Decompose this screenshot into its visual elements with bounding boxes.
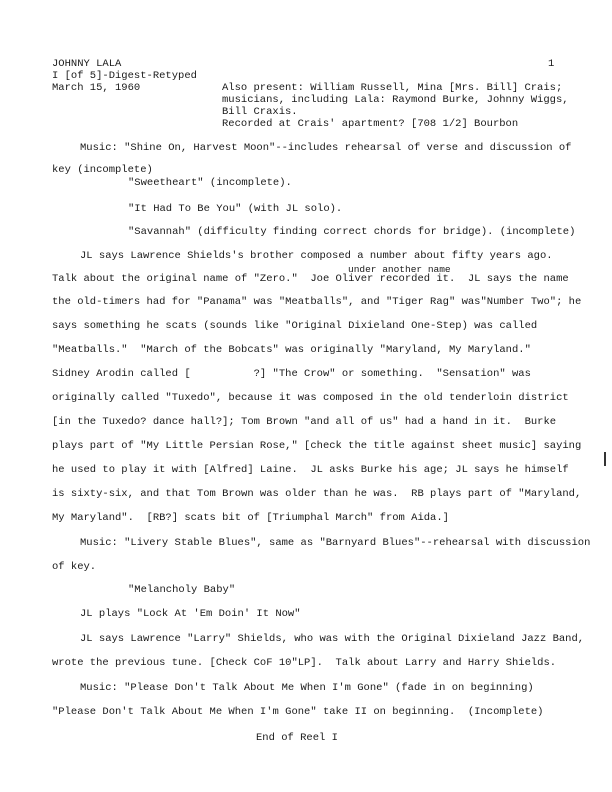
body-line: "Please Don't Talk About Me When I'm Gone" take II on beginning. (Incomplete) [52,706,544,718]
present-line-1: Also present: William Russell, Mina [Mrs. Bill] Crais; [222,82,563,94]
recording-location: Recorded at Crais' apartment? [708 1/2] Bourbon [222,118,519,130]
present-line-3: Bill Craxis. [222,106,298,118]
body-line: "Sweetheart" (incomplete). [128,177,292,189]
body-line: "Meatballs." "March of the Bobcats" was originally "Maryland, My Maryland." [52,344,531,356]
body-line: of key. [52,561,97,573]
interviewee-name: JOHNNY LALA [52,58,122,70]
body-line: Sidney Arodin called [ ?] "The Crow" or something. "Sensation" was [52,368,531,380]
body-line: is sixty-six, and that Tom Brown was older than he was. RB plays part of "Maryland, [52,488,582,500]
body-line: the old-timers had for "Panama" was "Meatballs", and "Tiger Rag" was"Number Two"; he [52,296,582,308]
body-line: My Maryland". [RB?] scats bit of [Triumphal March" from Aida.] [52,512,449,524]
body-line: [in the Tuxedo? dance hall?]; Tom Brown "and all of us" had a hand in it. Burke [52,416,557,428]
body-line: key (incomplete) [52,164,153,176]
body-line: JL says Lawrence "Larry" Shields, who was with the Original Dixieland Jazz Band, [80,633,585,645]
body-line: Music: "Please Don't Talk About Me When I'm Gone" (fade in on beginning) [80,682,534,694]
interview-date: March 15, 1960 [52,82,141,94]
present-line-2: musicians, including Lala: Raymond Burke, Johnny Wiggs, [222,94,569,106]
body-line: plays part of "My Little Persian Rose," [check the title against sheet music] saying [52,440,582,452]
body-line: "Melancholy Baby" [128,584,236,596]
body-line: says something he scats (sounds like "Original Dixieland One-Step) was called [52,320,538,332]
body-line: Talk about the original name of "Zero." Joe Oliver recorded it. JL says the name [52,273,569,285]
body-line: Music: "Livery Stable Blues", same as "Barnyard Blues"--rehearsal with discussion [80,537,591,549]
body-line: Music: "Shine On, Harvest Moon"--includes rehearsal of verse and discussion of [80,142,572,154]
interlinear-note: under another name [348,264,451,275]
reel-info: I [of 5]-Digest-Retyped [52,70,197,82]
body-line: wrote the previous tune. [Check CoF 10"LP]. Talk about Larry and Harry Shields. [52,657,557,669]
body-line: he used to play it with [Alfred] Laine. JL asks Burke his age; JL says he himself [52,464,569,476]
body-line: JL plays "Lock At 'Em Doin' It Now" [80,608,301,620]
body-line: "It Had To Be You" (with JL solo). [128,203,343,215]
end-of-reel: End of Reel I [256,732,338,744]
page-number: 1 [548,58,555,70]
margin-mark [604,452,606,466]
body-line: "Savannah" (difficulty finding correct chords for bridge). (incomplete) [128,226,576,238]
body-line: originally called "Tuxedo", because it was composed in the old tenderloin district [52,392,569,404]
body-line: JL says Lawrence Shields's brother composed a number about fifty years ago. [80,250,553,262]
